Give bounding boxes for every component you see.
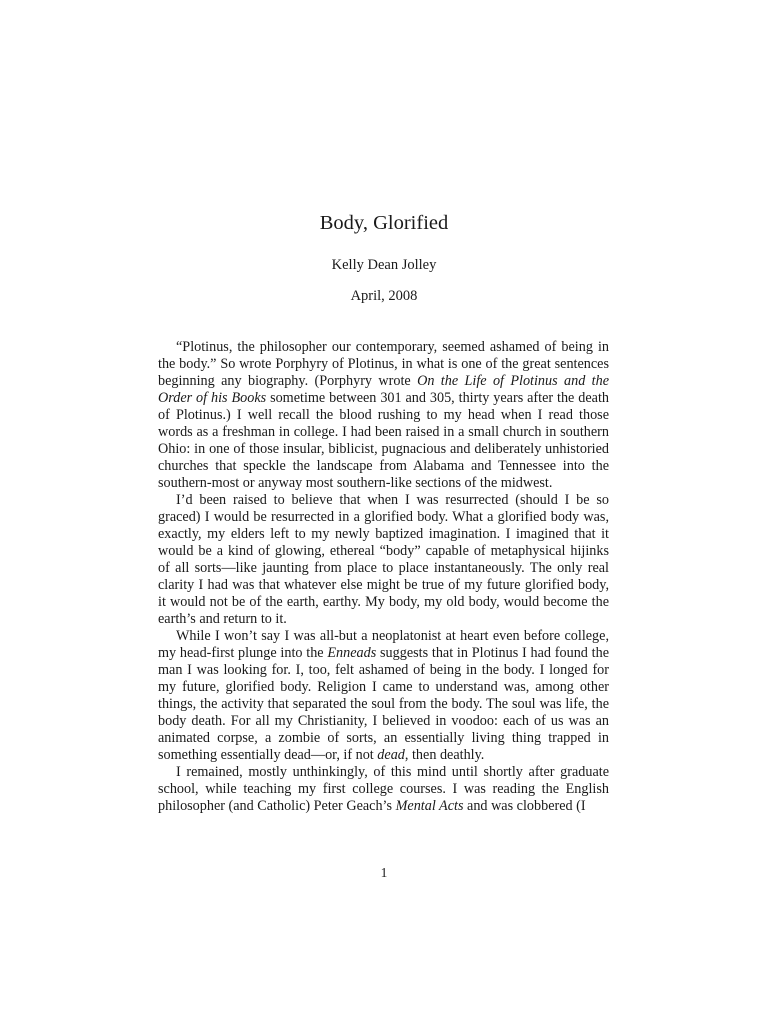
paragraph [158, 628, 609, 764]
italic-text: Enneads [327, 645, 377, 661]
document-author: Kelly Dean Jolley [331, 257, 437, 273]
paragraph [158, 492, 609, 628]
italic-text: On the Life of Plotinus and the Order of his Books [158, 373, 609, 406]
italic-text: Mental Acts [395, 798, 464, 814]
text-run: I’d been raised to believe that when I was resurrected (should I be so graced) I would be resurrected in a glorified body. What a glorified body was, exactly, my elders left to my newly baptized imagination. I imagined that it would be a kind of glowing, ethereal “body” capable of metaphysical hijinks of all sorts—like jaunting from place to place instantaneously. The only real clarity I had was that whatever else might be true of my future glorified body, it would not be of the earth, earthy. My body, my old body, would become the earth’s and return to it. [158, 492, 609, 627]
text-run: sometime between 301 and 305, thirty years after the death of Plotinus.) I well recall the blood rushing to my head when I read those words as a freshman in college. I had been raised in a small church in southern Ohio: in one of those insular, biblicist, pugnacious and deliberately unhistoried churches that speckle the landscape from Alabama and Tennessee into the southern-most or anyway most southern-like sections of the midwest. [158, 390, 609, 491]
paragraph [158, 764, 609, 815]
text-run: I remained, mostly unthinkingly, of this mind until shortly after graduate school, while teaching my first college courses. I was reading the English philosopher (and Catholic) Peter Geach’s [158, 764, 609, 814]
text-run: and was clobbered (I [463, 798, 586, 814]
italic-text: dead [377, 747, 405, 763]
text-run: While I won’t say I was all-but a neoplatonist at heart even before college, my head-first plunge into the [158, 628, 609, 661]
text-run: “Plotinus, the philosopher our contemporary, seemed ashamed of being in the body.” So wrote Porphyry of Plotinus, in what is one of the great sentences beginning any biography. (Porphyry wrote [158, 339, 609, 389]
body-text [158, 339, 609, 815]
page-number: 1 [380, 865, 388, 880]
document-date: April, 2008 [350, 288, 418, 304]
text-run: suggests that in Plotinus I had found the man I was looking for. I, too, felt ashamed of being in the body. I longed for my future, glorified body. Religion I came to understand was, among other things, the activity that separated the soul from the body. The soul was life, the body death. For all my Christianity, I believed in voodoo: each of us was an animated corpse, a zombie of sorts, an essentially living thing trapped in something essentially dead—or, if not [158, 645, 609, 763]
text-run: , then deathly. [404, 747, 485, 763]
document-title: Body, Glorified [319, 212, 449, 234]
paragraph [158, 339, 609, 492]
